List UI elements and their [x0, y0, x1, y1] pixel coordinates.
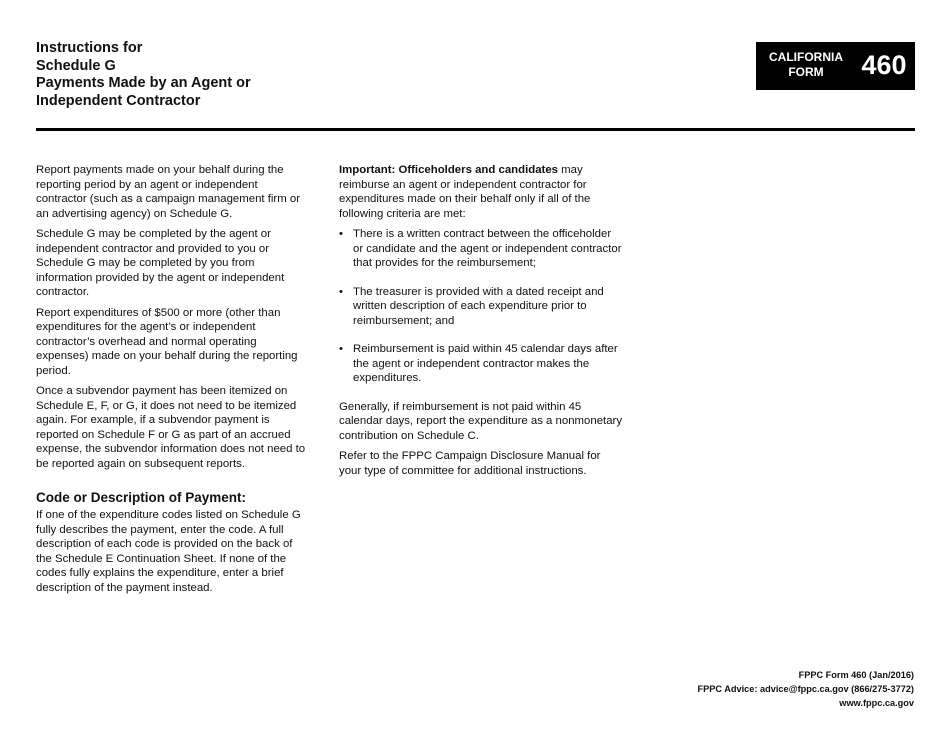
page-title: [36, 40, 456, 110]
form-badge-form: FORM: [788, 65, 824, 79]
list-item: [339, 342, 624, 386]
middle-column: [339, 163, 624, 484]
title-line: Independent Contractor: [36, 92, 201, 109]
list-item: [339, 285, 624, 329]
bullet-icon: •: [339, 343, 343, 355]
paragraph: Report payments made on your behalf during the reporting period by an agent or independent contractor (such as a campaign management firm or an advertising agency) on Schedule G.: [36, 164, 300, 220]
important-text: may reimburse an agent or independent contractor for expenditures made on their behalf only if all of the following criteria are met:: [339, 164, 591, 220]
form-badge: [756, 42, 915, 90]
paragraph: Once a subvendor payment has been itemized on Schedule E, F, or G, it does not need to be itemized again. For example, if a subvendor payment is reported on Schedule F or G as part of an accrued expense, the subvendor information does not need to be reported again on subsequent reports.: [36, 385, 306, 470]
form-number: 460: [861, 50, 907, 80]
section-heading: Code or Description of Payment:: [36, 490, 247, 505]
page-footer: [698, 668, 914, 710]
list-item-text: Reimbursement is paid within 45 calendar days after the agent or independent contractor makes the expenditures.: [353, 343, 618, 384]
title-line: Payments Made by an Agent or: [36, 75, 251, 91]
paragraph: Report expenditures of $500 or more (other than expenditures for the agent’s or independent contractor’s overhead and normal operating expenses) made on your behalf during the reporting period.: [36, 306, 298, 377]
form-badge-state: CALIFORNIA: [769, 50, 843, 64]
paragraph: Refer to the FPPC Campaign Disclosure Manual for your type of committee for additional instructions.: [339, 450, 601, 477]
list-item-text: The treasurer is provided with a dated receipt and written description of each expenditure prior to reimbursement; and: [353, 285, 604, 327]
advice-contact: FPPC Advice: advice@fppc.ca.gov (866/275-3772): [697, 684, 914, 694]
title-line: Schedule G: [36, 57, 116, 74]
list-item: [339, 227, 624, 271]
important-label: Important: Officeholders and candidates: [339, 164, 558, 176]
paragraph: Generally, if reimbursement is not paid within 45 calendar days, report the expenditure as a nonmonetary contribution on Schedule C.: [339, 400, 623, 442]
bullet-icon: •: [339, 228, 343, 240]
bullet-icon: •: [339, 285, 343, 298]
criteria-list: [339, 227, 624, 386]
title-line: Instructions for: [36, 40, 143, 56]
important-paragraph: [339, 163, 624, 221]
form-version: FPPC Form 460 (Jan/2016): [798, 670, 914, 680]
header-divider: [36, 128, 915, 131]
left-column: [36, 163, 311, 595]
paragraph: Schedule G may be completed by the agent or independent contractor and provided to you or Schedule G may be completed by you from information provided by the agent or independent contractor.: [36, 228, 285, 298]
form-badge-label: [764, 50, 848, 80]
website: www.fppc.ca.gov: [839, 698, 914, 708]
list-item-text: There is a written contract between the officeholder or candidate and the agent or independent contractor that provides for the reimbursement;: [353, 228, 622, 269]
paragraph: If one of the expenditure codes listed on Schedule G fully describes the payment, enter the code. A full description of each code is provided on the back of the Schedule E Continuation Sheet. If none of the codes fully explains the expenditure, enter a brief description of the payment instead.: [36, 509, 301, 594]
